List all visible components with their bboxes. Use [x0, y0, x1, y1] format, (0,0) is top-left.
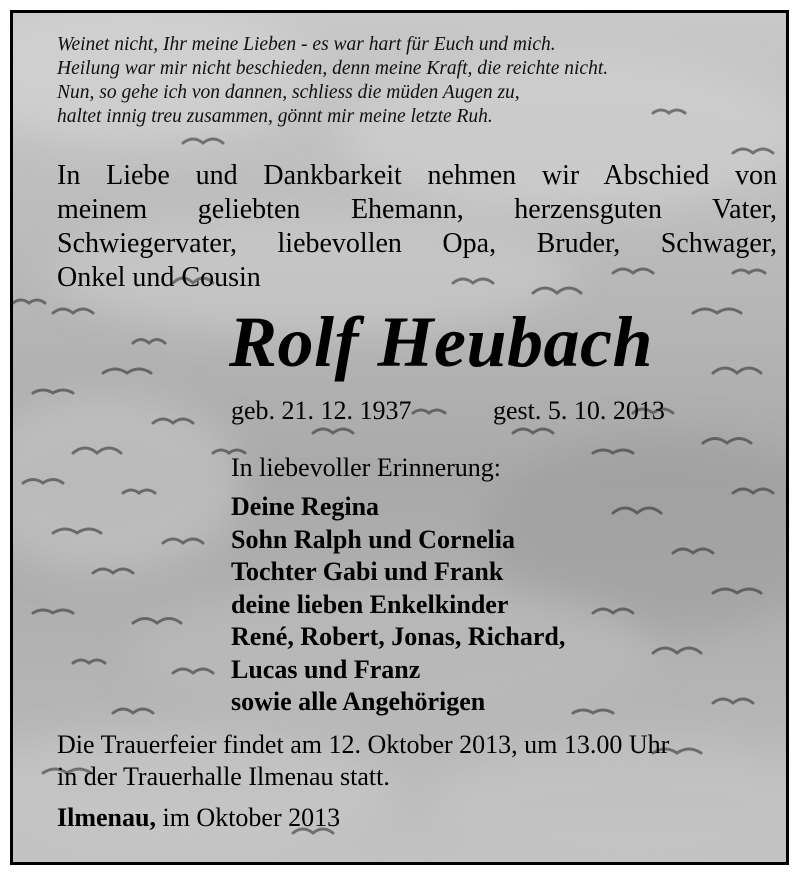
intro-line: Onkel und Cousin — [57, 262, 261, 293]
mourner-line: Deine Regina — [231, 492, 380, 521]
mourner-line: deine lieben Enkelkinder — [231, 589, 509, 619]
mourner-line: René, Robert, Jonas, Richard, — [231, 622, 566, 651]
mourner-line: Lucas und Franz — [231, 654, 421, 684]
farewell-intro — [57, 159, 777, 295]
poem-line: Weinet nicht, Ihr meine Lieben - es war hart für Euch und mich. — [57, 34, 556, 55]
obituary-notice — [10, 10, 789, 865]
poem-verse — [57, 33, 757, 129]
mourner-line: Tochter Gabi und Frank — [231, 557, 504, 586]
memory-heading: In liebevoller Erinnerung: — [231, 453, 502, 482]
poem-line: haltet innig treu zusammen, gönnt mir meine letzte Ruh. — [57, 106, 493, 127]
place-and-date — [57, 803, 340, 833]
mourner-line: sowie alle Angehörigen — [231, 687, 486, 716]
funeral-line: in der Trauerhalle Ilmenau statt. — [57, 762, 390, 791]
funeral-line: Die Trauerfeier findet am 12. Oktober 2013, um 13.00 Uhr — [57, 730, 670, 759]
mourner-line: Sohn Ralph und Cornelia — [231, 524, 515, 554]
death-date: gest. 5. 10. 2013 — [493, 396, 665, 425]
mourners-list — [231, 491, 565, 719]
place-town: Ilmenau, — [57, 803, 156, 832]
intro-line: Schwiegervater, liebevollen Opa, Bruder, Schwager, — [57, 228, 777, 259]
birth-date: geb. 21. 12. 1937 — [231, 396, 412, 425]
poem-line: Nun, so gehe ich von dannen, schliess die müden Augen zu, — [57, 82, 520, 103]
intro-line: meinem geliebten Ehemann, herzensguten Vater, — [57, 194, 777, 225]
poem-line: Heilung war mir nicht beschieden, denn meine Kraft, die reichte nicht. — [57, 58, 609, 79]
place-date: im Oktober 2013 — [162, 803, 341, 832]
intro-line: In Liebe und Dankbarkeit nehmen wir Abschied von — [57, 160, 777, 191]
funeral-info — [57, 729, 669, 793]
life-dates — [231, 396, 665, 426]
deceased-name: Rolf Heubach — [229, 302, 654, 382]
